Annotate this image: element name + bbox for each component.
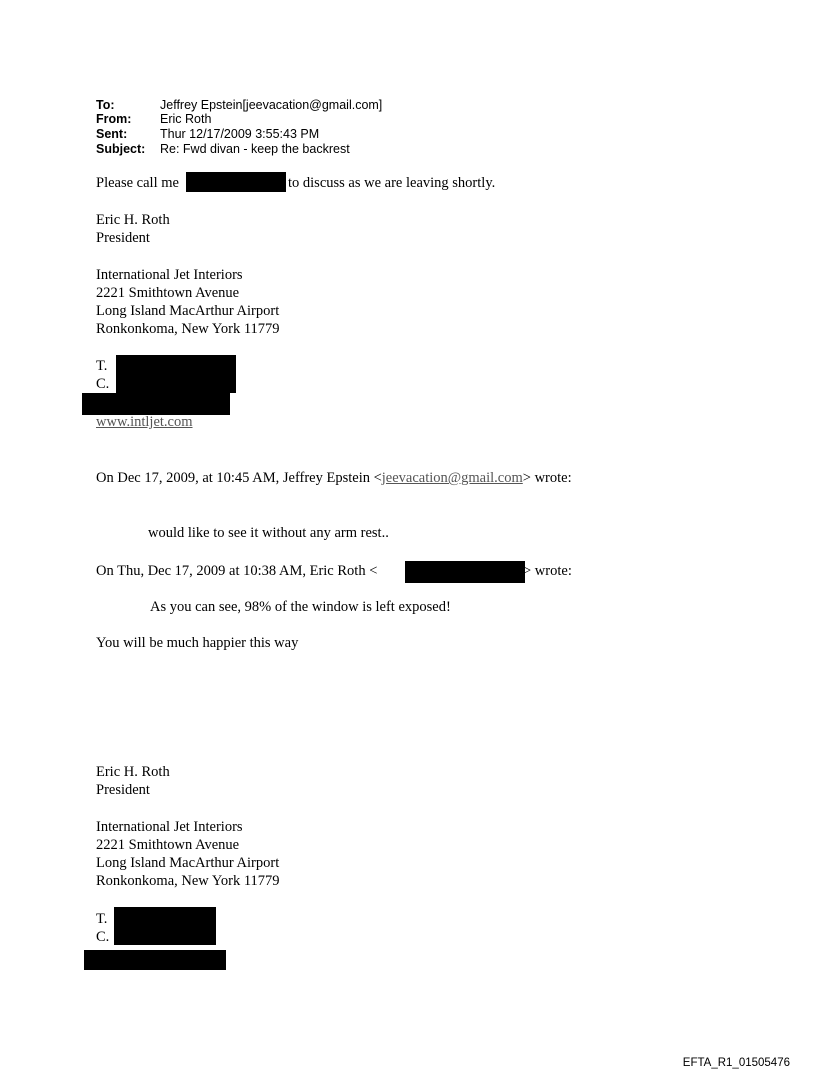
sig1-name: Eric H. Roth <box>96 212 170 228</box>
redaction-roth-email <box>405 561 525 583</box>
header-sent <box>96 127 319 141</box>
sig1-c-label: C. <box>96 376 110 392</box>
sent-value: Thur 12/17/2009 3:55:43 PM <box>160 127 320 141</box>
from-value: Eric Roth <box>160 112 212 126</box>
sig2-t-label: T. <box>96 911 108 927</box>
quote1-prefix: On Dec 17, 2009, at 10:45 AM, Jeffrey Epstein < <box>96 470 382 486</box>
sig1-city: Ronkonkoma, New York 11779 <box>96 321 280 337</box>
sig2-city: Ronkonkoma, New York 11779 <box>96 873 280 889</box>
sig2-c-label: C. <box>96 929 110 945</box>
sig2-street: 2221 Smithtown Avenue <box>96 837 240 853</box>
sig1-company: International Jet Interiors <box>96 267 243 283</box>
sig2-name: Eric H. Roth <box>96 764 170 780</box>
sig1-location: Long Island MacArthur Airport <box>96 303 280 319</box>
subject-label: Subject: <box>96 142 146 156</box>
subject-value: Re: Fwd divan - keep the backrest <box>160 142 350 156</box>
header-to <box>96 98 382 112</box>
sig1-title: President <box>96 230 150 246</box>
redaction-sig1-phones <box>116 355 236 393</box>
sig2-title: President <box>96 782 150 798</box>
to-value: Jeffrey Epstein[jeevacation@gmail.com] <box>160 98 383 112</box>
sig1-street: 2221 Smithtown Avenue <box>96 285 240 301</box>
sig2-location: Long Island MacArthur Airport <box>96 855 280 871</box>
sent-label: Sent: <box>96 127 128 141</box>
redaction-sig1-email <box>82 393 230 415</box>
quote1-email-link[interactable]: jeevacation@gmail.com <box>381 470 523 486</box>
header-from <box>96 112 211 126</box>
document-id: EFTA_R1_01505476 <box>682 1057 790 1069</box>
sig2-company: International Jet Interiors <box>96 819 243 835</box>
call-prefix: Please call me <box>96 175 179 191</box>
header-subject <box>96 142 350 156</box>
quote2-suffix: > wrote: <box>523 563 572 579</box>
quote2-prefix: On Thu, Dec 17, 2009 at 10:38 AM, Eric Roth < <box>96 563 378 579</box>
from-label: From: <box>96 112 132 126</box>
quote1-line <box>96 469 572 487</box>
redaction-sig2-email <box>84 950 226 970</box>
sig1-t-label: T. <box>96 358 108 374</box>
roth-message-2: You will be much happier this way <box>96 635 299 651</box>
roth-message: As you can see, 98% of the window is left exposed! <box>150 599 451 615</box>
call-suffix: to discuss as we are leaving shortly. <box>288 175 496 191</box>
epstein-message: would like to see it without any arm rest.. <box>148 525 389 541</box>
redaction-phone <box>186 172 286 192</box>
redaction-sig2-phones <box>114 907 216 945</box>
to-label: To: <box>96 98 115 112</box>
quote1-suffix: > wrote: <box>522 470 572 486</box>
sig1-website-link[interactable]: www.intljet.com <box>96 414 193 430</box>
